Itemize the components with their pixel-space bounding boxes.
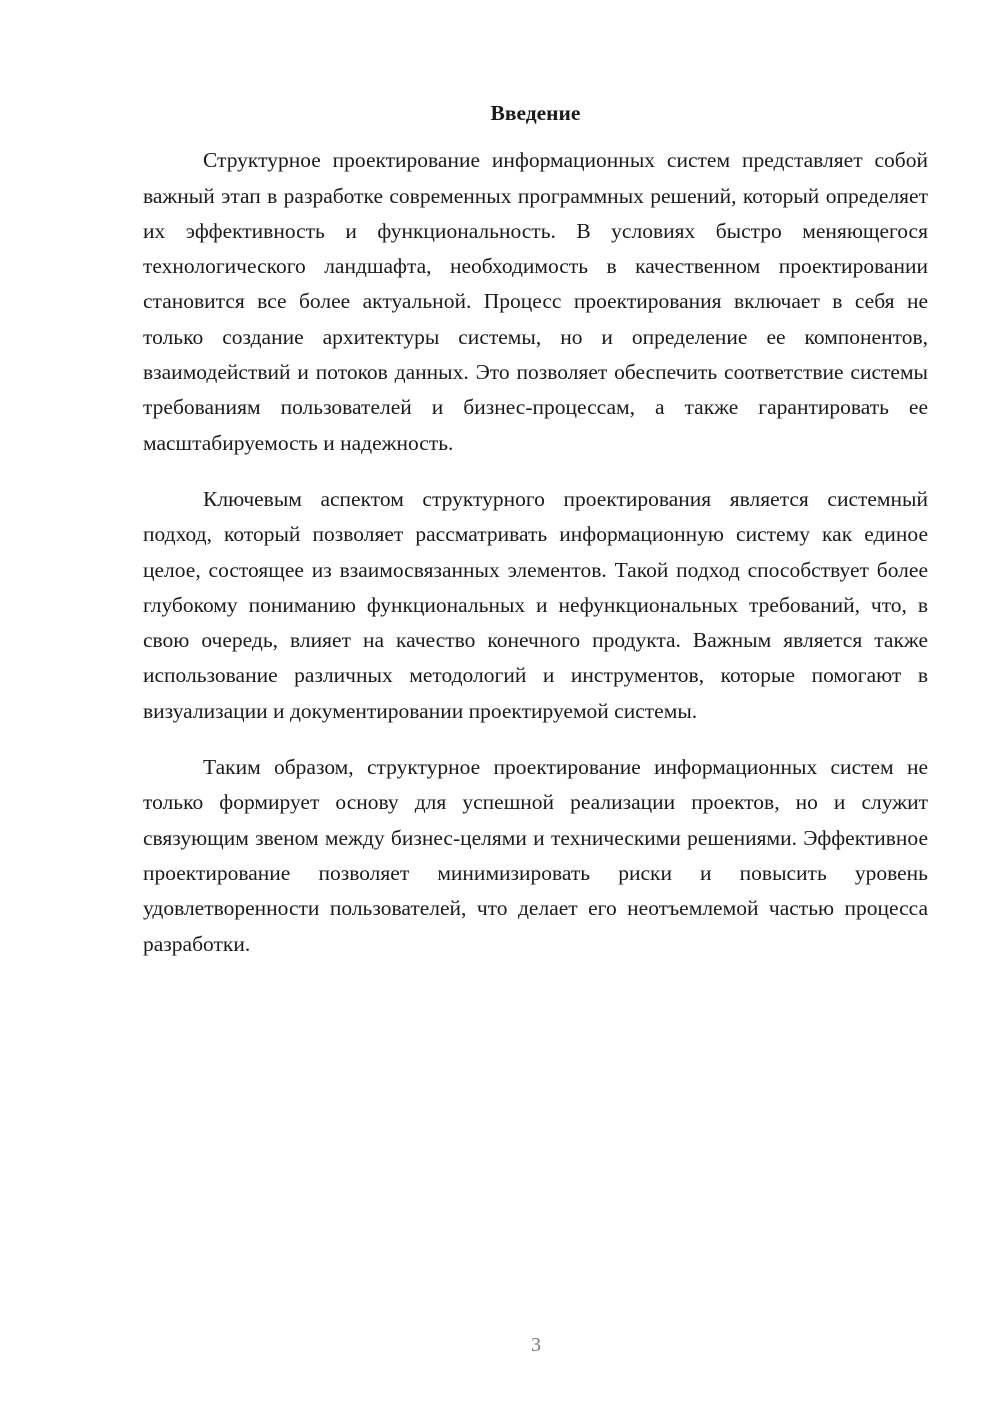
paragraph-1: Структурное проектирование информационных систем представляет собой важный этап в разработке современных программных решений, который определяет их эффективность и функциональность. В условиях быстро меняющегося технологического ландшафта, необходимость в качественном проектировании становится все более актуальной. Процесс проектирования включает в себя не только создание архитектуры системы, но и определение ее компонентов, взаимодействий и потоков данных. Это позволяет обеспечить соответствие системы требованиям пользователей и бизнес-процессам, а также гарантировать ее масштабируемость и надежность. xyxy=(143,148,928,455)
section-heading: Введение xyxy=(490,101,581,125)
paragraph-2: Ключевым аспектом структурного проектирования является системный подход, который позволяет рассматривать информационную систему как единое целое, состоящее из взаимосвязанных элементов. Такой подход способствует более глубокому пониманию функциональных и нефункциональных требований, что, в свою очередь, влияет на качество конечного продукта. Важным является также использование различных методологий и инструментов, которые помогают в визуализации и документировании проектируемой системы. xyxy=(143,486,928,723)
page-content xyxy=(143,96,928,962)
page-number: 3 xyxy=(531,1334,541,1356)
paragraph-3: Таким образом, структурное проектирование информационных систем не только формирует основу для успешной реализации проектов, но и служит связующим звеном между бизнес-целями и техническими решениями. Эффективное проектирование позволяет минимизировать риски и повысить уровень удовлетворенности пользователей, что делает его неотъемлемой частью процесса разработки. xyxy=(143,755,928,956)
